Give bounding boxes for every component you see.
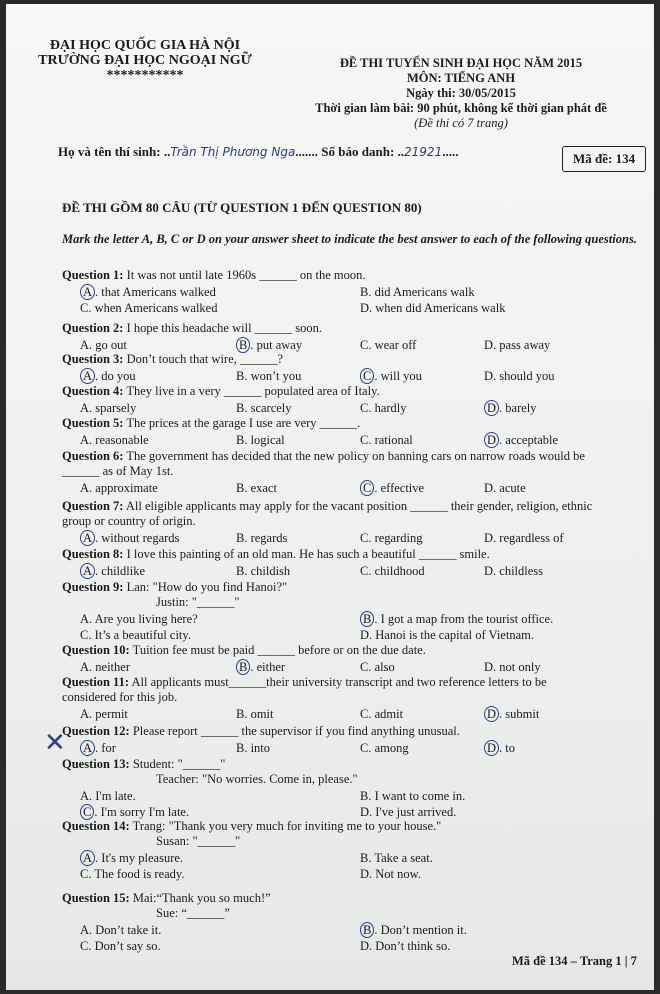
question-1-option-d: D. when did Americans walk	[360, 301, 506, 315]
circled-answer-mark: D	[484, 400, 499, 416]
sbd-label: Số báo danh:	[321, 144, 395, 159]
question-10-option-b: B . either	[236, 660, 285, 675]
question-14-stem-line2: Susan: "______"	[156, 834, 241, 848]
circled-answer-mark: D	[484, 432, 499, 448]
exam-time: Thời gian làm bài: 90 phút, không kể thời gian phát đề	[315, 101, 607, 115]
circled-answer-mark: B	[236, 659, 250, 675]
question-5-option-a: A. reasonable	[80, 433, 149, 447]
question-text: They live in a very ______ populated area of Italy.	[123, 384, 380, 398]
exam-code-box: Mã đề: 134	[562, 146, 646, 172]
question-14-option-d: D. Not now.	[360, 867, 421, 881]
question-7-stem-line2: group or country of origin.	[62, 514, 196, 528]
question-13-option-c: C . I'm sorry I'm late.	[80, 805, 189, 820]
circled-answer-mark: C	[360, 480, 374, 496]
question-12-option-a: A . for	[80, 741, 116, 756]
question-13-option-d: D. I've just arrived.	[360, 805, 457, 819]
question-2-option-b: B . put away	[236, 338, 302, 353]
header-stars: ***********	[106, 68, 184, 83]
question-1-option-b: B. did Americans walk	[360, 285, 475, 299]
question-11-stem-line2: considered for this job.	[62, 690, 178, 704]
circled-answer-mark: A	[80, 284, 95, 300]
question-4-option-d: D . barely	[484, 401, 537, 416]
question-3-option-a: A . do you	[80, 369, 136, 384]
question-2-option-c: C. wear off	[360, 338, 417, 352]
circled-answer-mark: A	[80, 740, 95, 756]
question-8-option-c: C. childhood	[360, 564, 425, 578]
circled-answer-mark: A	[80, 563, 95, 579]
question-4-option-b: B. scarcely	[236, 401, 292, 415]
question-8-option-d: D. childless	[484, 564, 544, 578]
question-15-option-b: B . Don’t mention it.	[360, 923, 467, 938]
question-7-option-b: B. regards	[236, 531, 288, 545]
circled-answer-mark: B	[236, 337, 250, 353]
question-text: Trang: "Thank you very much for inviting me to your house."	[129, 819, 442, 833]
question-7-stem	[62, 499, 592, 514]
question-14-option-b: B. Take a seat.	[360, 851, 433, 865]
question-6-option-d: D. acute	[484, 481, 526, 495]
question-9-option-b: B . I got a map from the tourist office.	[360, 612, 553, 627]
exam-date: Ngày thi: 30/05/2015	[406, 86, 516, 100]
candidate-number: 21921	[404, 145, 443, 159]
candidate-line: Họ và tên thí sinh: ..Trần Thị Phương Nga....... Số báo danh: ..21921.....	[58, 144, 459, 159]
question-15-option-d: D. Don’t think so.	[360, 939, 451, 953]
question-text: Mai:“Thank you so much!”	[129, 891, 271, 905]
instructions: Mark the letter A, B, C or D on your answer sheet to indicate the best answer to each of the following questions.	[62, 232, 637, 246]
question-text: Lan: "How do you find Hanoi?"	[123, 580, 288, 594]
candidate-name: Trần Thị Phương Nga	[170, 145, 296, 159]
question-label: Question 6:	[62, 449, 124, 463]
question-9-option-a: A. Are you living here?	[80, 612, 198, 626]
question-label: Question 14:	[62, 819, 130, 833]
question-1-option-c: C. when Americans walked	[80, 301, 218, 315]
question-7-option-c: C. regarding	[360, 531, 423, 545]
question-11-option-b: B. omit	[236, 707, 274, 721]
question-text: The prices at the garage I use are very ______.	[123, 416, 361, 430]
question-text: I love this painting of an old man. He has such a beautiful ______ smile.	[123, 547, 490, 561]
question-7-option-a: A . without regards	[80, 531, 179, 546]
question-9-option-c: C. It’s a beautiful city.	[80, 628, 191, 642]
name-label: Họ và tên thí sinh:	[58, 144, 161, 159]
exam-page	[6, 4, 654, 990]
question-label: Question 8:	[62, 547, 124, 561]
question-label: Question 10:	[62, 643, 130, 657]
question-15-stem-line2: Sue: “______”	[156, 906, 230, 920]
question-6-stem-line2: ______ as of May 1st.	[62, 464, 174, 478]
question-15-option-a: A. Don’t take it.	[80, 923, 162, 937]
question-15-option-c: C. Don’t say so.	[80, 939, 161, 953]
question-11-stem	[62, 675, 547, 690]
circled-answer-mark: B	[360, 922, 374, 938]
page-footer: Mã đề 134 – Trang 1 | 7	[512, 954, 637, 968]
circled-answer-mark: B	[360, 611, 374, 627]
question-1-option-a: A . that Americans walked	[80, 285, 216, 300]
question-text: The government has decided that the new policy on banning cars on narrow roads would be	[123, 449, 585, 463]
question-11-option-d: D . submit	[484, 707, 539, 722]
question-6-option-a: A. approximate	[80, 481, 158, 495]
question-12-stem	[62, 724, 460, 739]
question-15-stem	[62, 891, 271, 906]
question-text: I hope this headache will ______ soon.	[123, 321, 323, 335]
circled-answer-mark: C	[360, 368, 374, 384]
exam-subject: MÔN: TIẾNG ANH	[406, 71, 516, 85]
question-5-option-b: B. logical	[236, 433, 285, 447]
question-10-option-a: A. neither	[80, 660, 130, 674]
question-12-option-b: B. into	[236, 741, 271, 755]
question-13-option-a: A. I'm late.	[80, 789, 136, 803]
section-title: ĐỀ THI GỒM 80 CÂU (TỪ QUESTION 1 ĐẾN QUESTION 80)	[62, 200, 422, 215]
question-12-option-c: C. among	[360, 741, 409, 755]
circled-answer-mark: A	[80, 530, 95, 546]
question-5-option-c: C. rational	[360, 433, 413, 447]
question-11-option-c: C. admit	[360, 707, 404, 721]
question-14-stem	[62, 819, 441, 834]
question-7-option-d: D. regardless of	[484, 531, 564, 545]
question-label: Question 15:	[62, 891, 130, 905]
question-2-stem	[62, 321, 322, 336]
exam-header	[306, 56, 616, 131]
question-13-stem-line2: Teacher: "No worries. Come in, please."	[156, 772, 358, 786]
question-14-option-a: A . It's my pleasure.	[80, 851, 183, 866]
question-3-option-d: D. should you	[484, 369, 555, 383]
question-label: Question 11:	[62, 675, 130, 689]
question-9-option-d: D. Hanoi is the capital of Vietnam.	[360, 628, 534, 642]
circled-answer-mark: A	[80, 850, 95, 866]
question-3-stem	[62, 352, 283, 367]
question-label: Question 9:	[62, 580, 124, 594]
question-5-stem	[62, 416, 360, 431]
circled-answer-mark: D	[484, 706, 499, 722]
university-name: ĐẠI HỌC QUỐC GIA HÀ NỘI	[49, 38, 241, 53]
question-10-option-d: D. not only	[484, 660, 541, 674]
question-text: Student: "______"	[129, 757, 226, 771]
question-label: Question 2:	[62, 321, 124, 335]
exam-pages: (Đề thi có 7 trang)	[414, 116, 508, 130]
question-label: Question 13:	[62, 757, 130, 771]
question-4-option-c: C. hardly	[360, 401, 407, 415]
question-13-stem	[62, 757, 225, 772]
cross-mark: ✕	[44, 728, 66, 758]
question-2-option-a: A. go out	[80, 338, 127, 352]
question-8-stem	[62, 547, 490, 562]
question-8-option-a: A . childlike	[80, 564, 145, 579]
question-4-stem	[62, 384, 380, 399]
question-text: It was not until late 1960s ______ on the moon.	[123, 268, 366, 282]
question-text: Tuition fee must be paid ______ before or on the due date.	[129, 643, 426, 657]
question-11-option-a: A. permit	[80, 707, 128, 721]
question-label: Question 1:	[62, 268, 124, 282]
question-3-option-b: B. won’t you	[236, 369, 302, 383]
question-12-option-d: D . to	[484, 741, 515, 756]
question-label: Question 12:	[62, 724, 130, 738]
circled-answer-mark: D	[484, 740, 499, 756]
question-10-option-c: C. also	[360, 660, 395, 674]
question-6-option-c: C . effective	[360, 481, 424, 496]
question-6-option-b: B. exact	[236, 481, 277, 495]
question-6-stem	[62, 449, 585, 464]
question-text: Please report ______ the supervisor if you find anything unusual.	[129, 724, 460, 738]
question-14-option-c: C. The food is ready.	[80, 867, 185, 881]
question-8-option-b: B. childish	[236, 564, 291, 578]
question-10-stem	[62, 643, 426, 658]
question-2-option-d: D. pass away	[484, 338, 551, 352]
question-label: Question 3:	[62, 352, 124, 366]
circled-answer-mark: C	[80, 804, 94, 820]
question-13-option-b: B. I want to come in.	[360, 789, 466, 803]
question-text: All eligible applicants may apply for the vacant position ______ their gender, religion, ethnic	[123, 499, 593, 513]
exam-title: ĐỀ THI TUYỂN SINH ĐẠI HỌC NĂM 2015	[339, 56, 583, 70]
question-9-stem	[62, 580, 287, 595]
school-name: TRƯỜNG ĐẠI HỌC NGOẠI NGỮ	[38, 53, 252, 68]
question-1-stem	[62, 268, 365, 283]
question-9-stem-line2: Justin: "______"	[156, 595, 240, 609]
institution-header	[30, 38, 260, 83]
question-label: Question 7:	[62, 499, 124, 513]
circled-answer-mark: A	[80, 368, 95, 384]
question-5-option-d: D . acceptable	[484, 433, 558, 448]
question-text: All applicants must______their university transcript and two reference letters to be	[129, 675, 547, 689]
question-label: Question 5:	[62, 416, 124, 430]
question-label: Question 4:	[62, 384, 124, 398]
question-text: Don’t touch that wire, ______?	[123, 352, 283, 366]
question-3-option-c: C . will you	[360, 369, 422, 384]
question-4-option-a: A. sparsely	[80, 401, 137, 415]
